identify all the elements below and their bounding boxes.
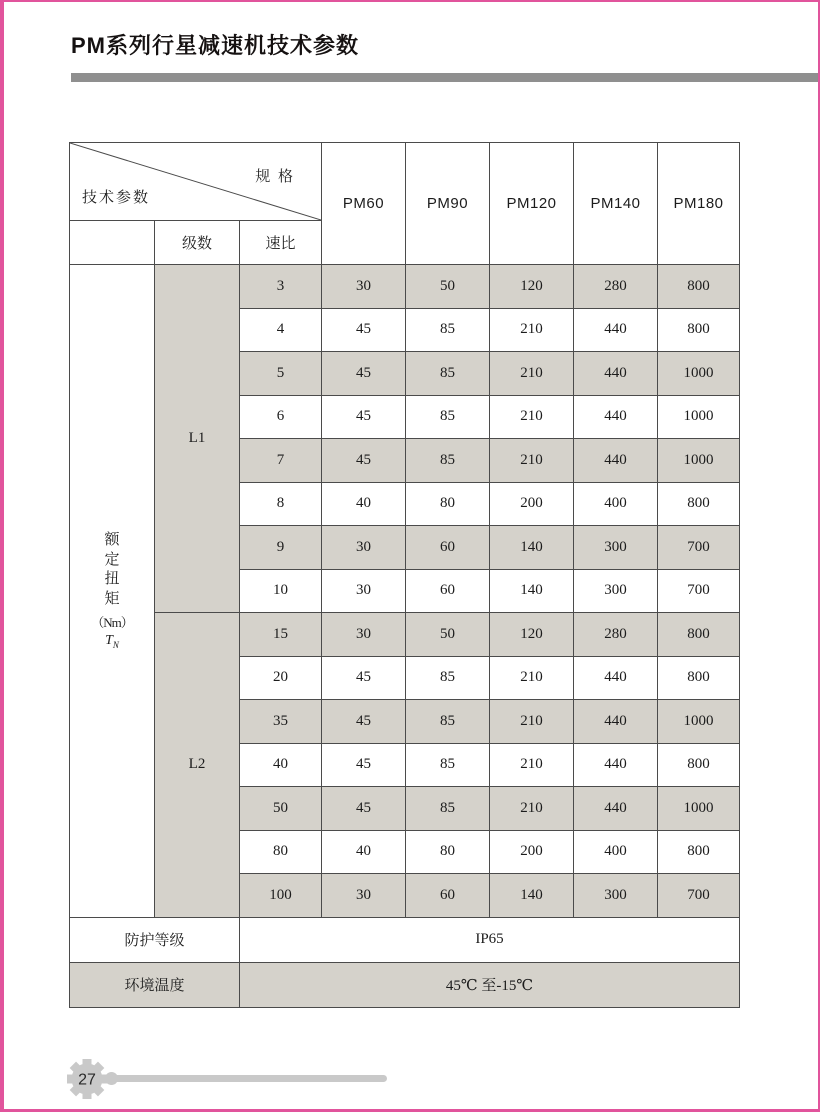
value-cell: 80 [406, 830, 490, 874]
table-row [70, 613, 740, 657]
value-cell: 210 [490, 656, 574, 700]
value-cell: 440 [574, 700, 658, 744]
value-cell: 140 [490, 526, 574, 570]
ratio-cell: 35 [240, 700, 322, 744]
value-cell: 45 [322, 743, 406, 787]
value-cell: 800 [658, 743, 740, 787]
header-row-1 [70, 143, 740, 221]
value-cell: 280 [574, 265, 658, 309]
torque-label-symbol: $T_N$ [105, 633, 119, 651]
value-cell: 300 [574, 569, 658, 613]
value-cell: 1000 [658, 700, 740, 744]
value-cell: 800 [658, 613, 740, 657]
value-cell: 60 [406, 874, 490, 918]
temperature-row [70, 962, 740, 1007]
value-cell: 300 [574, 526, 658, 570]
ratio-cell: 6 [240, 395, 322, 439]
value-cell: 50 [406, 613, 490, 657]
value-cell: 80 [406, 482, 490, 526]
spec-table [69, 142, 740, 1008]
value-cell: 85 [406, 439, 490, 483]
value-cell: 85 [406, 700, 490, 744]
spec-table-body [70, 265, 740, 918]
value-cell: 30 [322, 613, 406, 657]
value-cell: 200 [490, 830, 574, 874]
value-cell: 440 [574, 743, 658, 787]
value-cell: 800 [658, 265, 740, 309]
value-cell: 60 [406, 569, 490, 613]
protection-label: 防护等级 [70, 917, 240, 962]
value-cell: 400 [574, 830, 658, 874]
value-cell: 45 [322, 656, 406, 700]
column-header-pm140: PM140 [574, 143, 658, 265]
value-cell: 400 [574, 482, 658, 526]
value-cell: 40 [322, 830, 406, 874]
temperature-value: 45℃ 至-15℃ [240, 962, 740, 1007]
ratio-cell: 8 [240, 482, 322, 526]
column-header-pm60: PM60 [322, 143, 406, 265]
value-cell: 440 [574, 308, 658, 352]
value-cell: 120 [490, 265, 574, 309]
gear-icon [64, 1056, 110, 1102]
value-cell: 45 [322, 308, 406, 352]
stage-cell-l1: L1 [155, 265, 240, 613]
value-cell: 120 [490, 613, 574, 657]
value-cell: 210 [490, 743, 574, 787]
ratio-cell: 7 [240, 439, 322, 483]
value-cell: 700 [658, 569, 740, 613]
value-cell: 85 [406, 352, 490, 396]
subheader-ratio: 速比 [240, 221, 322, 265]
column-header-pm120: PM120 [490, 143, 574, 265]
value-cell: 60 [406, 526, 490, 570]
ratio-cell: 20 [240, 656, 322, 700]
value-cell: 210 [490, 439, 574, 483]
corner-label-params: 技术参数 [82, 190, 151, 206]
footer-decorative-line [112, 1075, 387, 1082]
value-cell: 210 [490, 700, 574, 744]
ratio-cell: 5 [240, 352, 322, 396]
value-cell: 30 [322, 526, 406, 570]
table-row [70, 265, 740, 309]
value-cell: 440 [574, 395, 658, 439]
value-cell: 140 [490, 569, 574, 613]
ratio-cell: 50 [240, 787, 322, 831]
value-cell: 440 [574, 656, 658, 700]
value-cell: 1000 [658, 787, 740, 831]
value-cell: 40 [322, 482, 406, 526]
column-header-pm90: PM90 [406, 143, 490, 265]
ratio-cell: 15 [240, 613, 322, 657]
protection-value: IP65 [240, 917, 740, 962]
ratio-cell: 80 [240, 830, 322, 874]
value-cell: 50 [406, 265, 490, 309]
ratio-cell: 40 [240, 743, 322, 787]
page-number: 27 [78, 1071, 96, 1089]
value-cell: 440 [574, 439, 658, 483]
ratio-cell: 3 [240, 265, 322, 309]
value-cell: 85 [406, 308, 490, 352]
value-cell: 1000 [658, 395, 740, 439]
ratio-cell: 9 [240, 526, 322, 570]
value-cell: 200 [490, 482, 574, 526]
value-cell: 210 [490, 308, 574, 352]
page-title: PM系列行星减速机技术参数 [71, 33, 360, 58]
ratio-cell: 4 [240, 308, 322, 352]
torque-label-cell [70, 265, 155, 918]
value-cell: 30 [322, 874, 406, 918]
value-cell: 45 [322, 787, 406, 831]
value-cell: 140 [490, 874, 574, 918]
value-cell: 45 [322, 700, 406, 744]
page-number-gear [64, 1056, 110, 1102]
value-cell: 85 [406, 395, 490, 439]
value-cell: 85 [406, 743, 490, 787]
value-cell: 800 [658, 482, 740, 526]
value-cell: 800 [658, 308, 740, 352]
value-cell: 700 [658, 526, 740, 570]
torque-label-unit: （Nm） [91, 615, 133, 631]
value-cell: 85 [406, 656, 490, 700]
value-cell: 30 [322, 569, 406, 613]
value-cell: 30 [322, 265, 406, 309]
protection-row [70, 917, 740, 962]
title-underline-bar [71, 73, 818, 82]
value-cell: 210 [490, 395, 574, 439]
subheader-stage: 级数 [155, 221, 240, 265]
value-cell: 45 [322, 352, 406, 396]
value-cell: 210 [490, 352, 574, 396]
ratio-cell: 10 [240, 569, 322, 613]
value-cell: 440 [574, 787, 658, 831]
value-cell: 1000 [658, 439, 740, 483]
ratio-cell: 100 [240, 874, 322, 918]
column-header-pm180: PM180 [658, 143, 740, 265]
value-cell: 85 [406, 787, 490, 831]
value-cell: 800 [658, 656, 740, 700]
value-cell: 800 [658, 830, 740, 874]
stage-cell-l2: L2 [155, 613, 240, 918]
value-cell: 700 [658, 874, 740, 918]
value-cell: 280 [574, 613, 658, 657]
empty-subheader-cell [70, 221, 155, 265]
value-cell: 210 [490, 787, 574, 831]
value-cell: 45 [322, 395, 406, 439]
temperature-label: 环境温度 [70, 962, 240, 1007]
value-cell: 300 [574, 874, 658, 918]
torque-label-vertical: 额定扭矩 [104, 532, 120, 607]
table-corner-cell [70, 143, 322, 221]
corner-label-spec: 规 格 [255, 169, 296, 185]
value-cell: 1000 [658, 352, 740, 396]
value-cell: 440 [574, 352, 658, 396]
value-cell: 45 [322, 439, 406, 483]
